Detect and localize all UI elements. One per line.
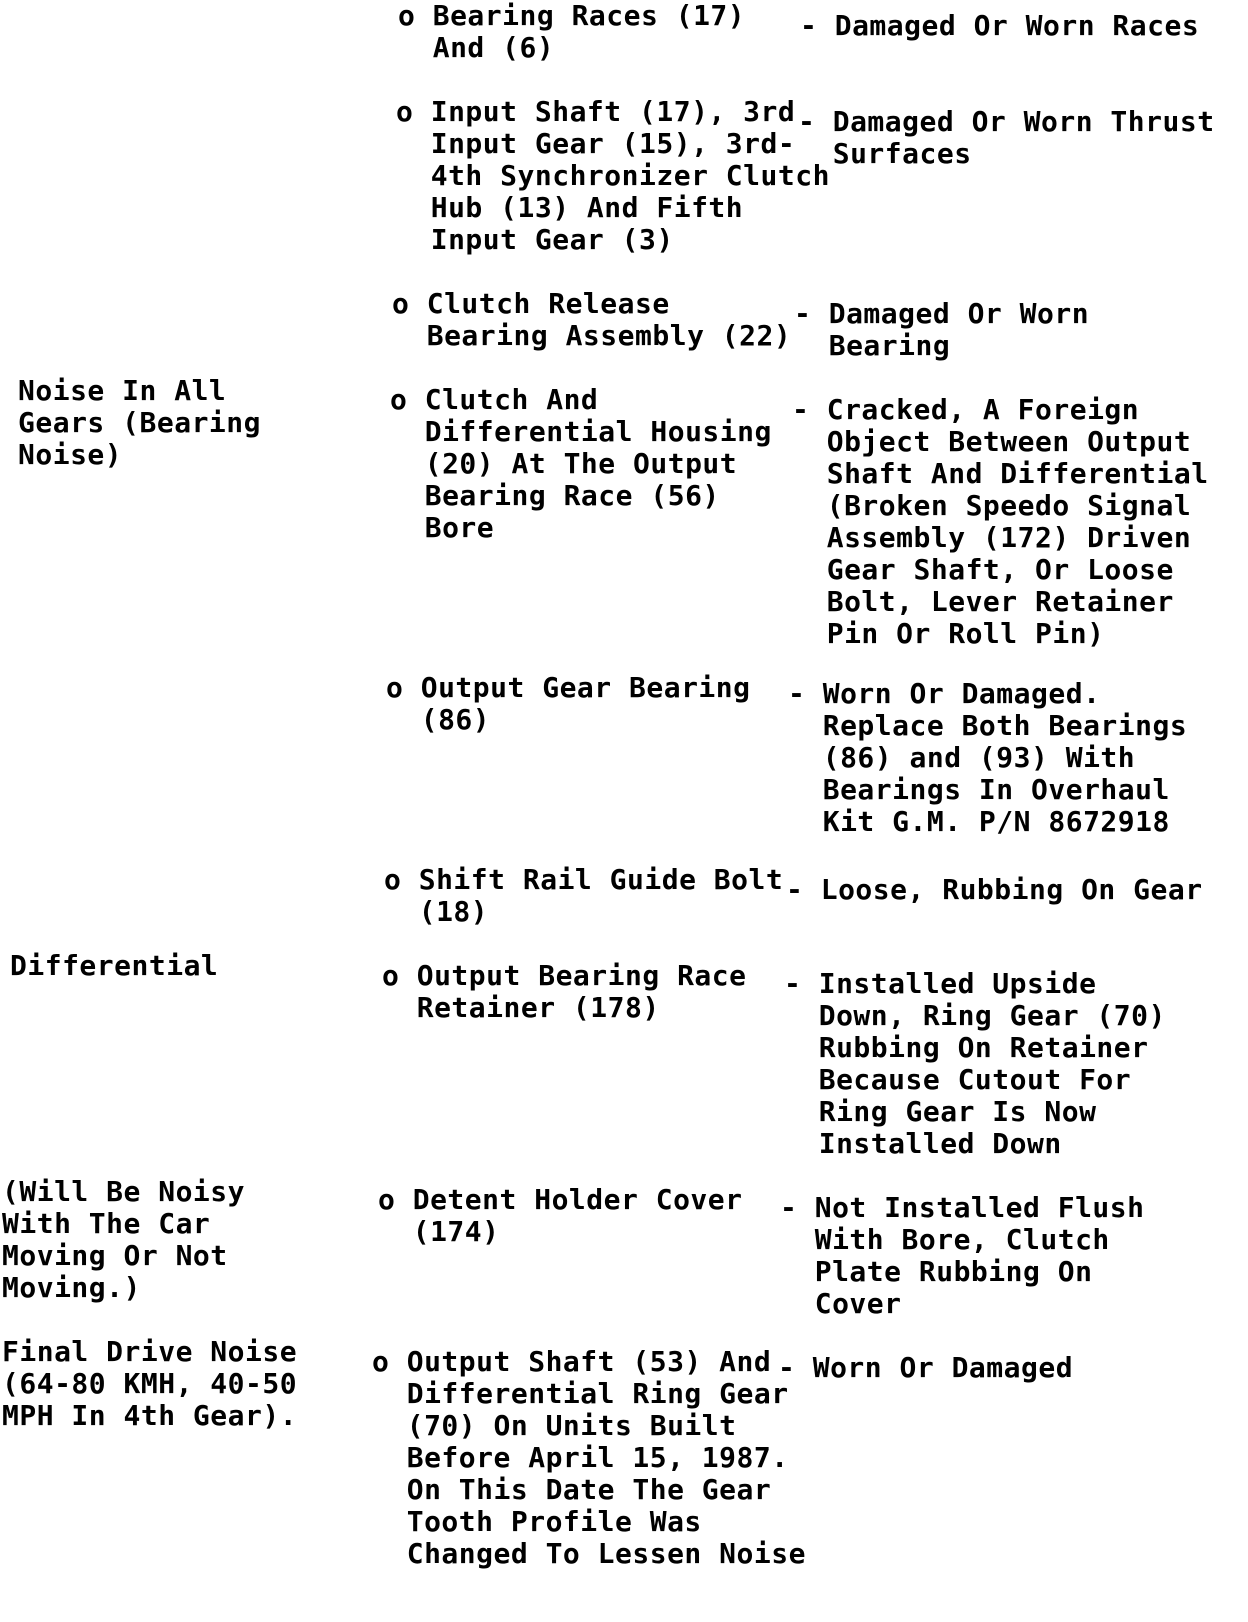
cause-output-gear-bearing: o Output Gear Bearing (86)	[386, 671, 751, 736]
cause-output-shaft-ring-gear: o Output Shaft (53) And Differential Ring Gear (70) On Units Built Before April 15, 1987. On This Date The Gear Tooth Profile Was Changed To Lessen Noise	[372, 1345, 806, 1570]
symptom-bearing-noise: Noise In All Gears (Bearing Noise)	[18, 374, 262, 471]
correction-input-shaft: - Damaged Or Worn Thrust Surfaces	[798, 105, 1215, 170]
correction-clutch-release-bearing: - Damaged Or Worn Bearing	[794, 297, 1090, 362]
correction-output-shaft-ring-gear: - Worn Or Damaged	[778, 1351, 1074, 1384]
cause-clutch-release-bearing: o Clutch Release Bearing Assembly (22)	[392, 287, 792, 352]
cause-detent-holder-cover: o Detent Holder Cover (174)	[378, 1183, 743, 1248]
symptom-noisy-moving: (Will Be Noisy With The Car Moving Or Not Moving.)	[2, 1175, 246, 1304]
correction-output-gear-bearing: - Worn Or Damaged. Replace Both Bearings (86) and (93) With Bearings In Overhaul Kit G.M. P/N 8672918	[788, 677, 1188, 838]
cause-shift-rail-guide-bolt: o Shift Rail Guide Bolt (18)	[384, 863, 784, 928]
correction-shift-rail-guide-bolt: - Loose, Rubbing On Gear	[786, 873, 1203, 906]
symptom-final-drive-noise: Final Drive Noise (64-80 KMH, 40-50 MPH In 4th Gear).	[2, 1335, 298, 1432]
cause-bearing-races: o Bearing Races (17) And (6)	[398, 0, 746, 64]
correction-clutch-differential-housing: - Cracked, A Foreign Object Between Output Shaft And Differential (Broken Speedo Signal Assembly (172) Driven Gear Shaft, Or Loose Bolt, Lever Retainer Pin Or Roll Pin)	[792, 393, 1209, 650]
cause-clutch-differential-housing: o Clutch And Differential Housing (20) At The Output Bearing Race (56) Bore	[390, 383, 772, 544]
correction-output-bearing-race-retainer: - Installed Upside Down, Ring Gear (70) Rubbing On Retainer Because Cutout For Ring Gear Is Now Installed Down	[784, 967, 1166, 1160]
symptom-differential: Differential	[10, 949, 219, 982]
correction-bearing-races: - Damaged Or Worn Races	[800, 9, 1200, 42]
cause-input-shaft: o Input Shaft (17), 3rd Input Gear (15), 3rd- 4th Synchronizer Clutch Hub (13) And Fifth Input Gear (3)	[396, 95, 830, 256]
correction-detent-holder-cover: - Not Installed Flush With Bore, Clutch Plate Rubbing On Cover	[780, 1191, 1145, 1320]
cause-output-bearing-race-retainer: o Output Bearing Race Retainer (178)	[382, 959, 747, 1024]
